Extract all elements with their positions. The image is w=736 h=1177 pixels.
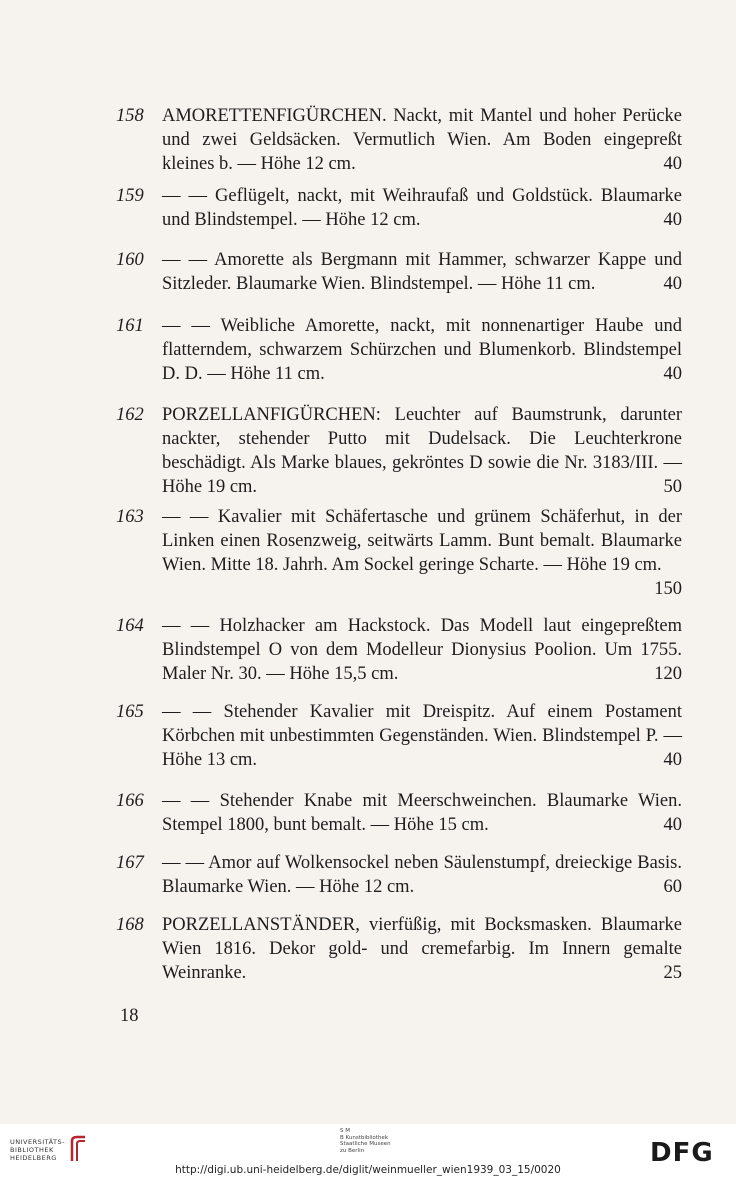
library-name: UNIVERSITÄTS- BIBLIOTHEK HEIDELBERG [10,1138,65,1162]
entry-number: 166 [116,791,144,811]
entry-number: 158 [116,106,144,126]
entry-number: 162 [116,405,144,425]
entry-number: 167 [116,853,144,873]
dfg-logo: DFG [650,1138,714,1168]
entry-price: 40 [663,210,682,230]
entry-number: 168 [116,915,144,935]
source-url[interactable]: http://digi.ub.uni-heidelberg.de/diglit/weinmueller_wien1939_03_15/0020 [175,1164,561,1176]
entry-number: 159 [116,186,144,206]
entry-number: 160 [116,250,144,270]
library-logo-icon [68,1135,88,1163]
page-number: 18 [120,1006,139,1026]
entry-text: PORZELLANFIGÜRCHEN: Leuchter auf Baumstrunk, darunter nackter, stehender Putto mit Dudelsack. Die Leuchterkrone beschädigt. Als Marke blaues, gekröntes D sowie die Nr. 3183/III. — Höhe 19 cm. 50 [162,405,682,497]
entry-text: AMORETTENFIGÜRCHEN. Nackt, mit Mantel und hoher Perücke und zwei Geldsäcken. Vermutlich Wien. Am Boden eingepreßt kleines b. — Höhe 12 cm. 40 [162,106,682,174]
entry-number: 164 [116,616,144,636]
entry-text: — — Geflügelt, nackt, mit Weihraufaß und Goldstück. Blaumarke und Blindstempel. — Höhe 12 cm. 40 [162,186,682,230]
entry-text: — — Amorette als Bergmann mit Hammer, schwarzer Kappe und Sitzleder. Blaumarke Wien. Blindstempel. — Höhe 11 cm. 40 [162,250,682,294]
entry-price: 40 [663,750,682,770]
entry-text: PORZELLANSTÄNDER, vierfüßig, mit Bocksmasken. Blaumarke Wien 1816. Dekor gold- und cremefarbig. Im Innern gemalte Weinranke. 25 [162,915,682,983]
entry-text: — — Amor auf Wolkensockel neben Säulenstumpf, dreieckige Basis. Blaumarke Wien. — Höhe 12 cm. 60 [162,853,682,897]
digitization-footer [0,1124,736,1177]
entry-price: 40 [663,154,682,174]
entry-number: 165 [116,702,144,722]
entry-price: 40 [663,815,682,835]
entry-text: — — Stehender Kavalier mit Dreispitz. Auf einem Postament Körbchen mit unbestimmten Gegenständen. Wien. Blindstempel P. — Höhe 13 cm. 40 [162,702,682,770]
entry-price: 120 [654,664,682,684]
entry-price: 50 [663,477,682,497]
museum-credit: S M B Kunstbibliothek Staatliche Museen zu Berlin [340,1128,391,1154]
entry-price: 60 [663,877,682,897]
entry-price: 25 [663,963,682,983]
entry-text: — — Stehender Knabe mit Meerschweinchen. Blaumarke Wien. Stempel 1800, bunt bemalt. — Höhe 15 cm. 40 [162,791,682,835]
entry-text: — — Kavalier mit Schäfertasche und grünem Schäferhut, in der Linken einen Rosenzweig, seitwärts Lamm. Bunt bemalt. Blaumarke Wien. Mitte 18. Jahrh. Am Sockel geringe Scharte. — Höhe 19 cm. 150 [162,507,682,599]
entry-price: 40 [663,274,682,294]
entry-number: 163 [116,507,144,527]
entry-text: — — Holzhacker am Hackstock. Das Modell laut eingepreßtem Blindstempel O von dem Modelleur Dionysius Poolion. Um 1755. Maler Nr. 30. — Höhe 15,5 cm. 120 [162,616,682,684]
entry-text: — — Weibliche Amorette, nackt, mit nonnenartiger Haube und flatterndem, schwarzem Schürzchen und Blumenkorb. Blindstempel D. D. — Höhe 11 cm. 40 [162,316,682,384]
entry-price: 40 [663,364,682,384]
entry-number: 161 [116,316,144,336]
entry-price: 150 [654,579,682,599]
